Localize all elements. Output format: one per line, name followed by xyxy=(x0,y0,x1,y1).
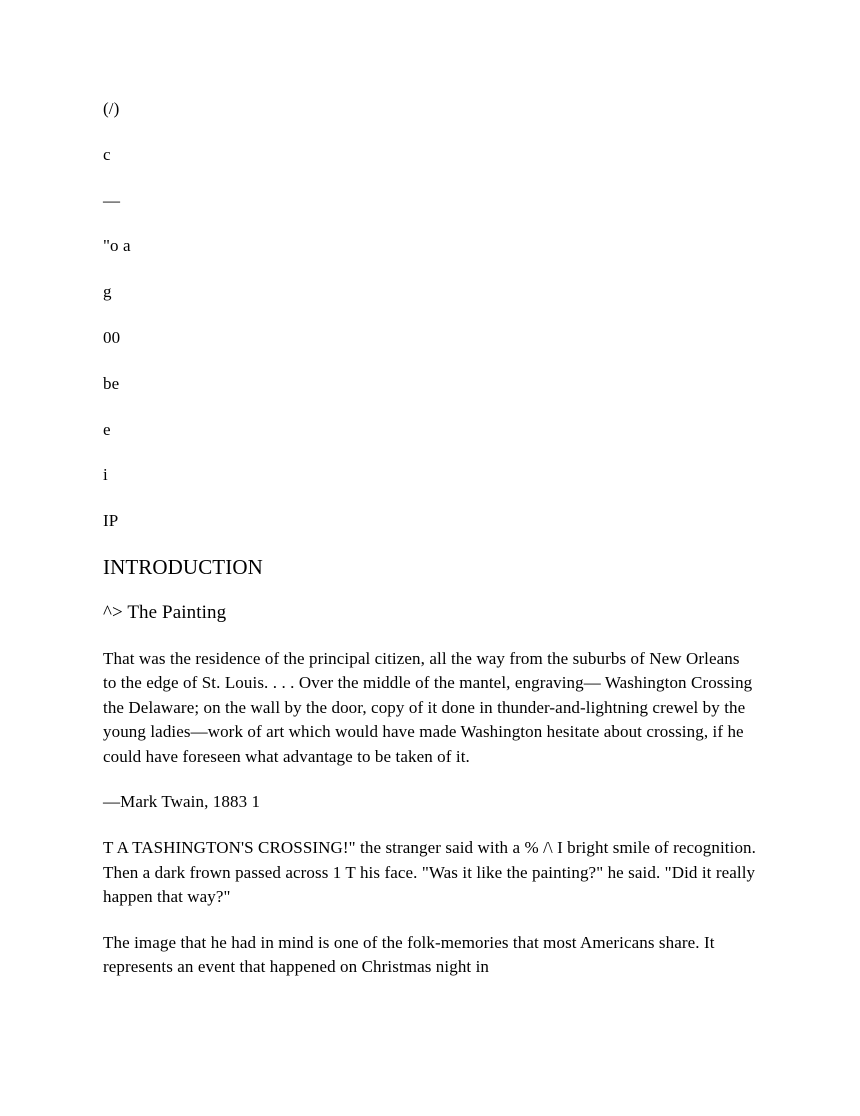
body-paragraph: The image that he had in mind is one of the folk-memories that most Americans share. It represents an event that happened on Christmas night in xyxy=(103,932,715,977)
epigraph-attribution: —Mark Twain, 1883 1 xyxy=(103,792,261,812)
ocr-fragment: "o a xyxy=(103,236,131,256)
body-paragraph: T A TASHINGTON'S CROSSING!" the stranger said with a % /\ I bright smile of recognition. Then a dark frown passed across 1 T his face. "Was it like the painting?" he said. "Did it really happen that way?" xyxy=(103,838,757,907)
ocr-fragment: c xyxy=(103,144,111,164)
ocr-fragment: (/) xyxy=(103,99,120,118)
ocr-fragment: i xyxy=(103,465,108,485)
ocr-fragment: — xyxy=(103,190,121,210)
chapter-heading: INTRODUCTION xyxy=(103,554,263,579)
section-title: ^> The Painting xyxy=(103,601,227,623)
ocr-fragment: g xyxy=(103,282,112,302)
ocr-fragment: 00 xyxy=(103,327,121,347)
ocr-fragment: e xyxy=(103,419,111,439)
epigraph-paragraph: That was the residence of the principal citizen, all the way from the suburbs of New Orleans to the edge of St. Louis. . . . Over the middle of the mantel, engraving— Washington Crossing the Delaware; on the wall by the door, copy of it done in thunder-and-lightning crewel by the young ladies—work of art which would have made Washington hesitate about crossing, if he could have foreseen what advantage to be taken of it. xyxy=(103,648,753,766)
ocr-fragment: IP xyxy=(103,511,119,531)
ocr-fragment: be xyxy=(103,373,120,393)
